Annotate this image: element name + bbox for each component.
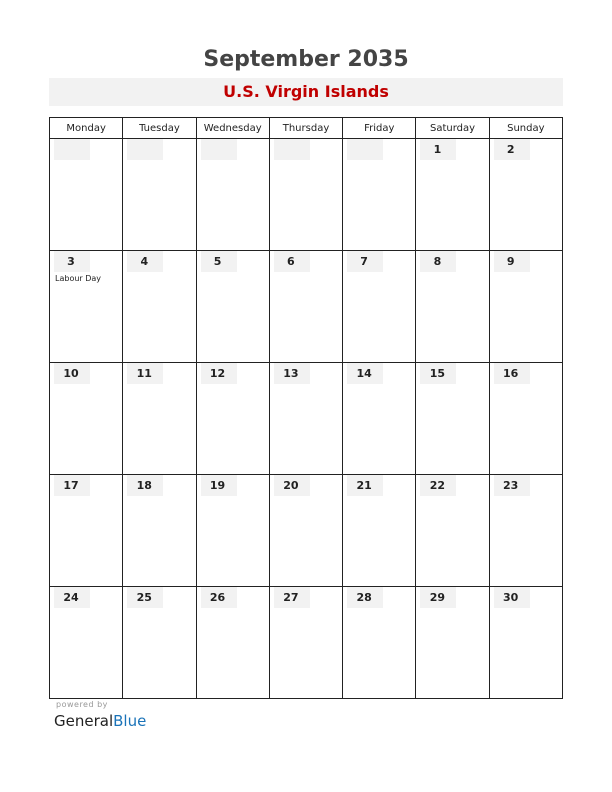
cell-content (123, 139, 195, 160)
cell-content (270, 363, 342, 384)
cell-content (197, 139, 269, 160)
cell-content (50, 475, 122, 496)
empty-day-cell (343, 139, 416, 251)
cell-content (343, 251, 415, 272)
cell-content (343, 139, 415, 160)
day-number: 23 (494, 475, 530, 496)
day-number: 27 (274, 587, 310, 608)
day-cell (269, 587, 342, 699)
cell-content (490, 363, 562, 384)
generalblue-logo[interactable] (54, 712, 146, 730)
day-cell (196, 475, 269, 587)
day-cell (50, 251, 123, 363)
day-cell (416, 251, 489, 363)
region-banner: U.S. Virgin Islands (49, 78, 563, 106)
cell-content (123, 587, 195, 608)
day-cell (489, 251, 562, 363)
week-row (50, 587, 563, 699)
cell-content (50, 587, 122, 608)
cell-content (123, 363, 195, 384)
empty-day-marker (201, 139, 237, 160)
empty-day-marker (127, 139, 163, 160)
day-cell (343, 251, 416, 363)
day-number: 4 (127, 251, 163, 272)
cell-content (270, 251, 342, 272)
day-number: 25 (127, 587, 163, 608)
weekday-tuesday: Tuesday (123, 118, 196, 139)
cell-content (490, 139, 562, 160)
day-cell (269, 363, 342, 475)
cell-content (197, 587, 269, 608)
weekday-header-row (50, 118, 563, 139)
day-number: 1 (420, 139, 456, 160)
week-row (50, 363, 563, 475)
brand-blue: Blue (113, 712, 147, 730)
calendar-body (50, 139, 563, 699)
weekday-monday: Monday (50, 118, 123, 139)
day-cell (343, 587, 416, 699)
empty-day-marker (347, 139, 383, 160)
cell-content (416, 251, 488, 272)
week-row (50, 139, 563, 251)
calendar-grid (49, 117, 563, 699)
day-number: 13 (274, 363, 310, 384)
weekday-thursday: Thursday (269, 118, 342, 139)
day-cell (269, 475, 342, 587)
cell-content (50, 363, 122, 384)
cell-content (197, 475, 269, 496)
day-number: 20 (274, 475, 310, 496)
empty-day-marker (274, 139, 310, 160)
brand-general: General (54, 712, 114, 730)
day-cell (489, 139, 562, 251)
day-number: 24 (54, 587, 90, 608)
empty-day-marker (54, 139, 90, 160)
holiday-label: Labour Day (55, 274, 102, 283)
cell-content (197, 251, 269, 272)
cell-content (490, 587, 562, 608)
day-cell (50, 587, 123, 699)
day-number: 14 (347, 363, 383, 384)
day-number: 17 (54, 475, 90, 496)
day-cell (343, 363, 416, 475)
empty-day-cell (123, 139, 196, 251)
day-number: 18 (127, 475, 163, 496)
day-number: 28 (347, 587, 383, 608)
day-cell (123, 587, 196, 699)
cell-content (343, 475, 415, 496)
cell-content (123, 475, 195, 496)
day-cell (196, 251, 269, 363)
day-cell (269, 251, 342, 363)
cell-content (343, 363, 415, 384)
day-number: 2 (494, 139, 530, 160)
weekday-sunday: Sunday (489, 118, 562, 139)
day-number: 6 (274, 251, 310, 272)
day-cell (123, 475, 196, 587)
day-number: 29 (420, 587, 456, 608)
page-title: September 2035 (203, 47, 409, 72)
day-cell (50, 475, 123, 587)
day-cell (416, 139, 489, 251)
cell-content (490, 251, 562, 272)
cell-content (197, 363, 269, 384)
day-cell (123, 251, 196, 363)
week-row (50, 251, 563, 363)
weekday-saturday: Saturday (416, 118, 489, 139)
cell-content (270, 587, 342, 608)
day-cell (196, 363, 269, 475)
day-cell (123, 363, 196, 475)
cell-content (416, 363, 488, 384)
day-cell (416, 363, 489, 475)
cell-content (123, 251, 195, 272)
day-cell (489, 587, 562, 699)
cell-content (270, 139, 342, 160)
day-number: 11 (127, 363, 163, 384)
weekday-friday: Friday (343, 118, 416, 139)
day-number: 7 (347, 251, 383, 272)
cell-content (490, 475, 562, 496)
day-number: 12 (201, 363, 237, 384)
cell-content (50, 251, 122, 283)
day-number: 16 (494, 363, 530, 384)
day-cell (489, 363, 562, 475)
empty-day-cell (269, 139, 342, 251)
cell-content (416, 587, 488, 608)
day-number: 30 (494, 587, 530, 608)
day-number: 3 (54, 251, 90, 272)
day-number: 9 (494, 251, 530, 272)
powered-by-label: powered by (56, 700, 108, 709)
day-cell (343, 475, 416, 587)
day-number: 8 (420, 251, 456, 272)
day-cell (489, 475, 562, 587)
day-number: 5 (201, 251, 237, 272)
day-cell (416, 475, 489, 587)
week-row (50, 475, 563, 587)
day-number: 10 (54, 363, 90, 384)
day-number: 22 (420, 475, 456, 496)
day-number: 21 (347, 475, 383, 496)
cell-content (50, 139, 122, 160)
day-cell (196, 587, 269, 699)
cell-content (343, 587, 415, 608)
empty-day-cell (196, 139, 269, 251)
weekday-wednesday: Wednesday (196, 118, 269, 139)
day-cell (416, 587, 489, 699)
cell-content (270, 475, 342, 496)
cell-content (416, 139, 488, 160)
day-cell (50, 363, 123, 475)
day-number: 15 (420, 363, 456, 384)
day-number: 26 (201, 587, 237, 608)
empty-day-cell (50, 139, 123, 251)
cell-content (416, 475, 488, 496)
day-number: 19 (201, 475, 237, 496)
